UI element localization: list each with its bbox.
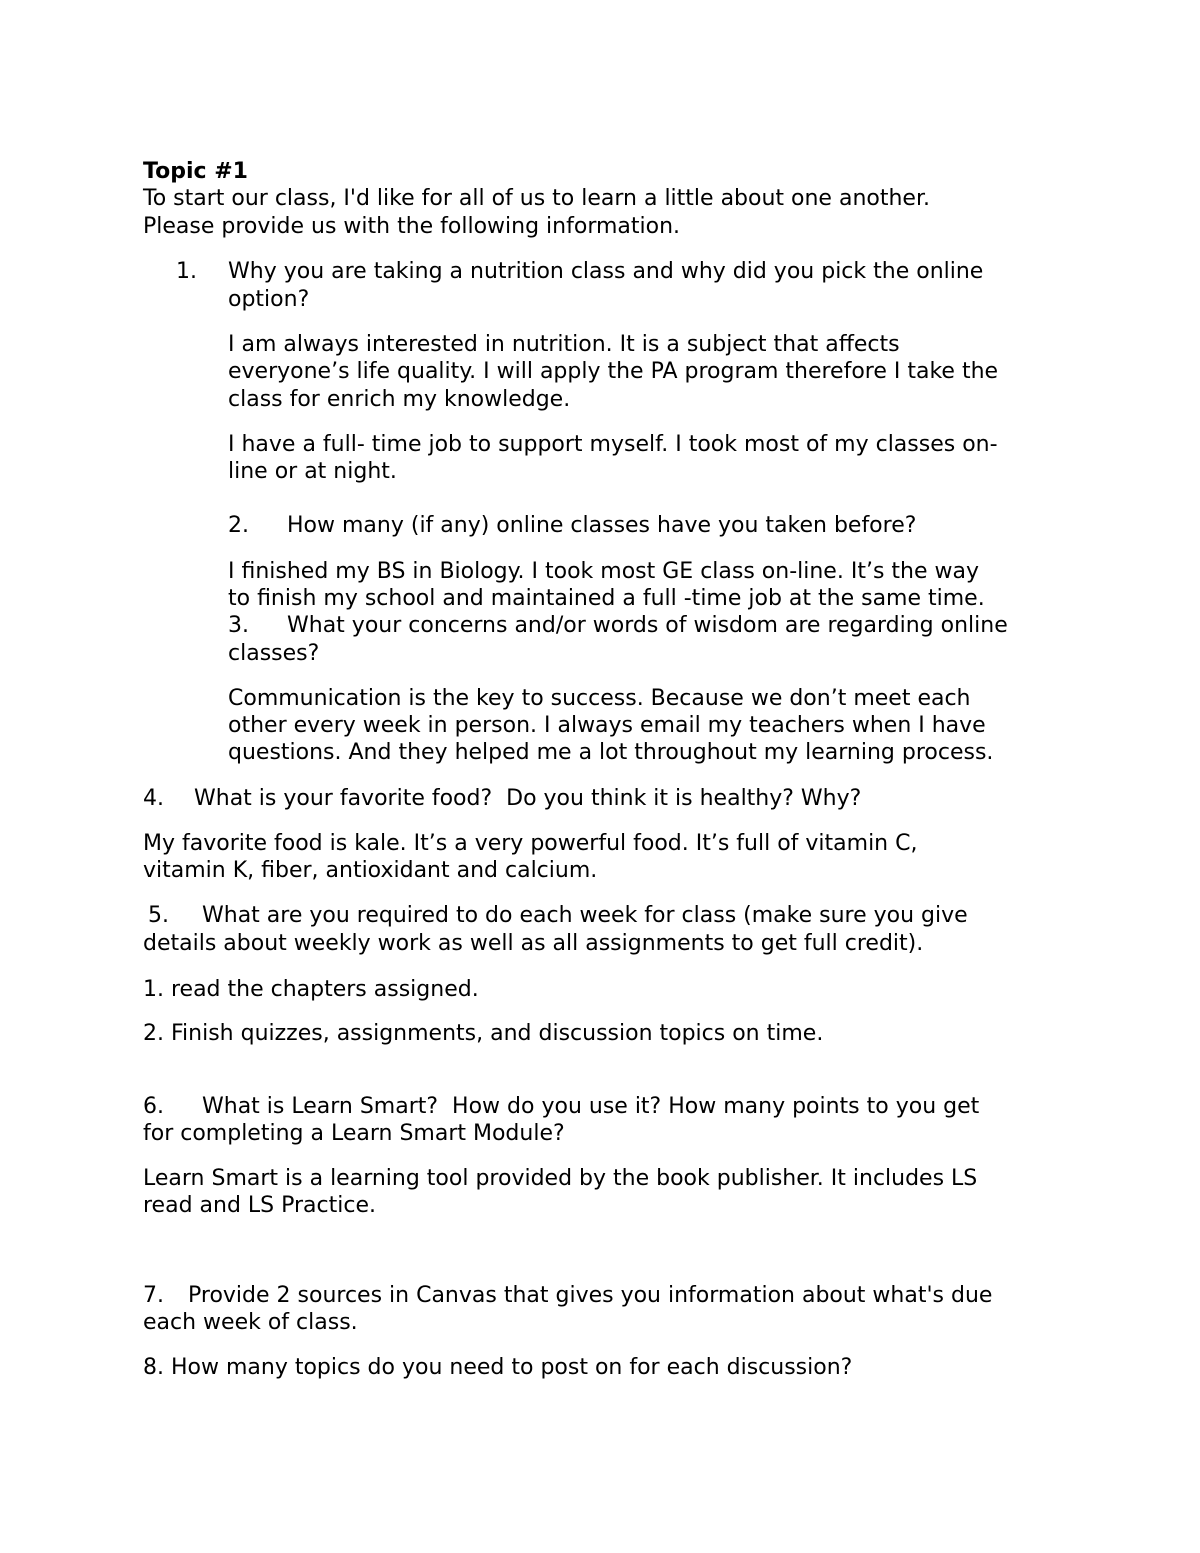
answer-list-item: 2. Finish quizzes, assignments, and discussion topics on time. xyxy=(143,1021,824,1046)
question-number: 3. xyxy=(228,613,249,638)
question-text: option? xyxy=(228,287,310,312)
answer-text: Communication is the key to success. Because we don’t meet each xyxy=(228,686,971,711)
answer-text: Learn Smart is a learning tool provided by the book publisher. It includes LS xyxy=(143,1166,978,1191)
question-number: 5. xyxy=(148,903,169,928)
answer-text: questions. And they helped me a lot throughout my learning process. xyxy=(228,740,994,765)
question-number: 1. xyxy=(176,259,197,284)
question-text: for completing a Learn Smart Module? xyxy=(143,1121,565,1146)
question-number: 4. xyxy=(143,786,164,811)
question-text: details about weekly work as well as all assignments to get full credit). xyxy=(143,931,924,956)
question-text: What your concerns and/or words of wisdom are regarding online xyxy=(287,613,1008,638)
question-number: 6. xyxy=(143,1094,164,1119)
answer-text: line or at night. xyxy=(228,459,397,484)
question-text: 8. How many topics do you need to post on for each discussion? xyxy=(143,1355,853,1380)
answer-list-item: 1. read the chapters assigned. xyxy=(143,977,479,1002)
topic-title: Topic #1 xyxy=(143,159,248,184)
intro-line: To start our class, I'd like for all of us to learn a little about one another. xyxy=(143,186,930,211)
answer-text: I am always interested in nutrition. It is a subject that affects xyxy=(228,332,900,357)
question-text: classes? xyxy=(228,641,320,666)
answer-text: class for enrich my knowledge. xyxy=(228,387,571,412)
answer-text: read and LS Practice. xyxy=(143,1193,376,1218)
question-text: What are you required to do each week for class (make sure you give xyxy=(202,903,968,928)
question-text: What is your favorite food? Do you think it is healthy? Why? xyxy=(194,786,862,811)
intro-line: Please provide us with the following information. xyxy=(143,214,681,239)
question-text: How many (if any) online classes have you taken before? xyxy=(287,513,917,538)
question-number: 7. xyxy=(143,1283,164,1308)
question-text: Provide 2 sources in Canvas that gives you information about what's due xyxy=(188,1283,993,1308)
question-text: each week of class. xyxy=(143,1310,358,1335)
question-text: What is Learn Smart? How do you use it? How many points to you get xyxy=(202,1094,980,1119)
answer-text: I finished my BS in Biology. I took most GE class on-line. It’s the way xyxy=(228,559,979,584)
answer-text: everyone’s life quality. I will apply the PA program therefore I take the xyxy=(228,359,999,384)
answer-text: I have a full- time job to support myself. I took most of my classes on- xyxy=(228,432,998,457)
answer-text: other every week in person. I always email my teachers when I have xyxy=(228,713,986,738)
answer-text: vitamin K, fiber, antioxidant and calcium. xyxy=(143,858,598,883)
answer-text: My favorite food is kale. It’s a very powerful food. It’s full of vitamin C, xyxy=(143,831,918,856)
answer-text: to finish my school and maintained a full -time job at the same time. xyxy=(228,586,985,611)
question-text: Why you are taking a nutrition class and why did you pick the online xyxy=(228,259,984,284)
question-number: 2. xyxy=(228,513,249,538)
